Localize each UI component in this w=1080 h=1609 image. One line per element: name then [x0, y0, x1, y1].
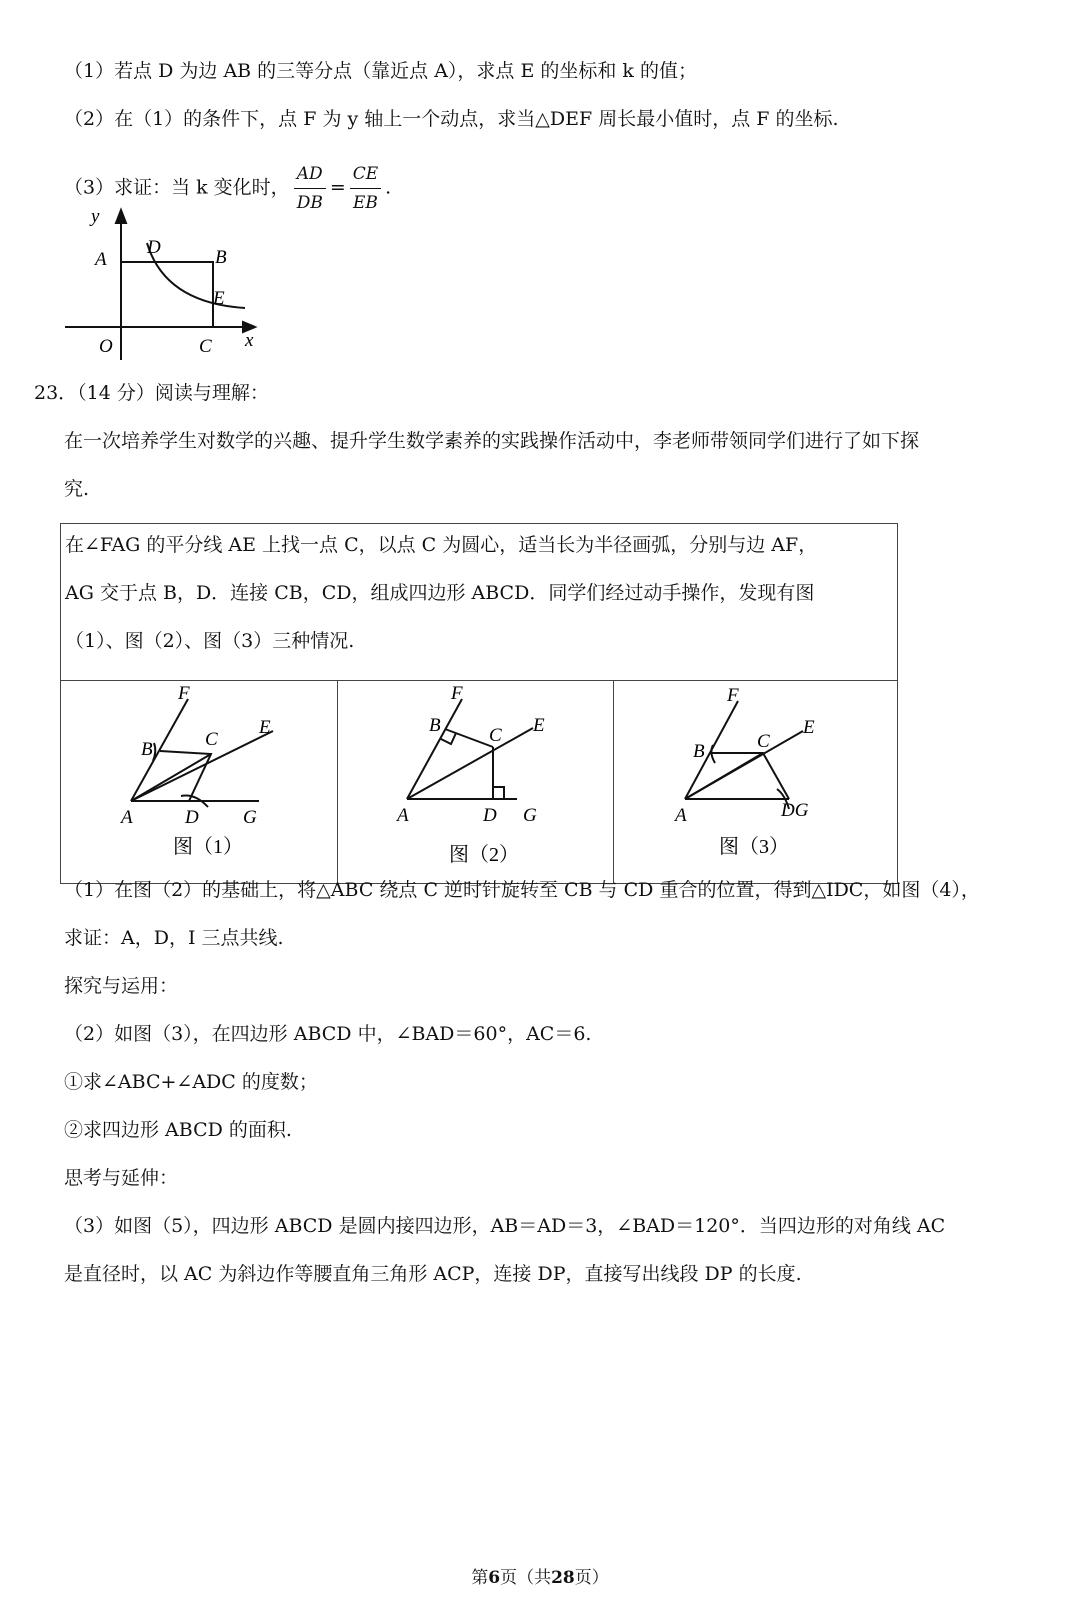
- fig2-label-b: B: [429, 715, 441, 736]
- q23-part1-line1: （1）在图（2）的基础上，将△ABC 绕点 C 逆时针旋转至 CB 与 CD 重合的位置，得到△IDC，如图（4），: [64, 879, 980, 901]
- fig3-label-e: E: [803, 717, 815, 738]
- explore-heading: 探究与运用：: [64, 975, 179, 997]
- footer-suffix: 页）: [574, 1568, 609, 1588]
- fig2-label-c: C: [489, 725, 502, 746]
- page-footer: [0, 1563, 1080, 1588]
- fraction-numerator: CE: [350, 160, 381, 189]
- q23-part2-1: ①求∠ABC+∠ADC 的度数；: [64, 1071, 318, 1093]
- label-d: D: [147, 237, 161, 258]
- footer-mid: 页（共: [500, 1568, 552, 1588]
- label-a: A: [95, 249, 107, 270]
- fig2-caption: 图（2）: [449, 844, 519, 866]
- q23-part3-line2: 是直径时，以 AC 为斜边作等腰直角三角形 ACP，连接 DP，直接写出线段 DP 的长度.: [64, 1263, 802, 1285]
- q23-info-box: [60, 523, 898, 884]
- fig2-label-d: D: [483, 805, 497, 826]
- fig2-label-g: G: [523, 805, 537, 826]
- box-line3: （1）、图（2）、图（3）三种情况.: [65, 630, 355, 652]
- think-heading: 思考与延伸：: [64, 1167, 179, 1189]
- q23-part1-line2: 求证：A，D，I 三点共线.: [64, 927, 284, 949]
- fraction-denominator: DB: [296, 193, 323, 213]
- figure-3: [613, 681, 899, 885]
- label-e: E: [213, 288, 225, 309]
- fig2-label-f: F: [451, 683, 463, 704]
- fraction-ce-eb: [350, 160, 381, 217]
- footer-page: 6: [488, 1568, 501, 1588]
- fraction-ad-db: [294, 160, 326, 217]
- equals-sign: =: [329, 176, 346, 199]
- fig3-label-b: B: [693, 741, 705, 762]
- q23-part3-line1: （3）如图（5），四边形 ABCD 是圆内接四边形，AB＝AD＝3，∠BAD＝120°．当四边形的对角线 AC: [64, 1215, 946, 1237]
- fig2-label-a: A: [397, 805, 409, 826]
- fig1-caption: 图（1）: [173, 836, 243, 858]
- fig1-label-b: B: [141, 739, 153, 760]
- label-y: y: [91, 206, 100, 227]
- q22-part3-suffix: .: [385, 176, 392, 199]
- fraction-numerator: AD: [294, 160, 326, 189]
- fig2-label-e: E: [533, 715, 545, 736]
- footer-total: 28: [551, 1568, 575, 1588]
- fig3-label-dg: DG: [781, 800, 809, 821]
- q22-part1: （1）若点 D 为边 AB 的三等分点（靠近点 A），求点 E 的坐标和 k 的值；: [64, 60, 697, 82]
- fraction-denominator: EB: [352, 193, 378, 213]
- figure-1: [61, 681, 337, 885]
- box-line1: 在∠FAG 的平分线 AE 上找一点 C，以点 C 为圆心，适当长为半径画弧，分别与边 AF，: [65, 534, 818, 556]
- q23-intro-line1: 在一次培养学生对数学的兴趣、提升学生数学素养的实践操作活动中，李老师带领同学们进行了如下探: [64, 430, 920, 452]
- q23-intro-line2: 究.: [64, 478, 90, 500]
- fig1-label-e: E: [259, 717, 271, 738]
- box-line2: AG 交于点 B，D．连接 CB，CD，组成四边形 ABCD．同学们经过动手操作，发现有图: [65, 582, 815, 604]
- fig3-label-c: C: [757, 731, 770, 752]
- label-b: B: [215, 247, 227, 268]
- fig1-label-d: D: [185, 807, 199, 828]
- label-o: O: [99, 336, 113, 357]
- fig1-label-f: F: [178, 683, 190, 704]
- q23-part2: （2）如图（3），在四边形 ABCD 中，∠BAD＝60°，AC＝6.: [64, 1023, 592, 1045]
- figure-2: [337, 681, 613, 885]
- q23-part2-2: ②求四边形 ABCD 的面积.: [64, 1119, 292, 1141]
- fig3-caption: 图（3）: [719, 836, 789, 858]
- q22-part3-prefix: （3）求证：当 k 变化时，: [64, 176, 290, 199]
- q22-part2: （2）在（1）的条件下，点 F 为 y 轴上一个动点，求当△DEF 周长最小值时，点 F 的坐标.: [64, 108, 839, 130]
- fig3-label-f: F: [727, 685, 739, 706]
- fig3-label-a: A: [675, 805, 687, 826]
- q23-heading: 23．（14 分）阅读与理解：: [34, 382, 269, 404]
- q22-coordinate-figure: [55, 205, 275, 365]
- fig1-label-c: C: [205, 729, 218, 750]
- footer-prefix: 第: [471, 1568, 489, 1588]
- label-x: x: [245, 330, 254, 351]
- label-c: C: [199, 336, 212, 357]
- fig1-label-a: A: [121, 807, 133, 828]
- fig1-label-g: G: [243, 807, 257, 828]
